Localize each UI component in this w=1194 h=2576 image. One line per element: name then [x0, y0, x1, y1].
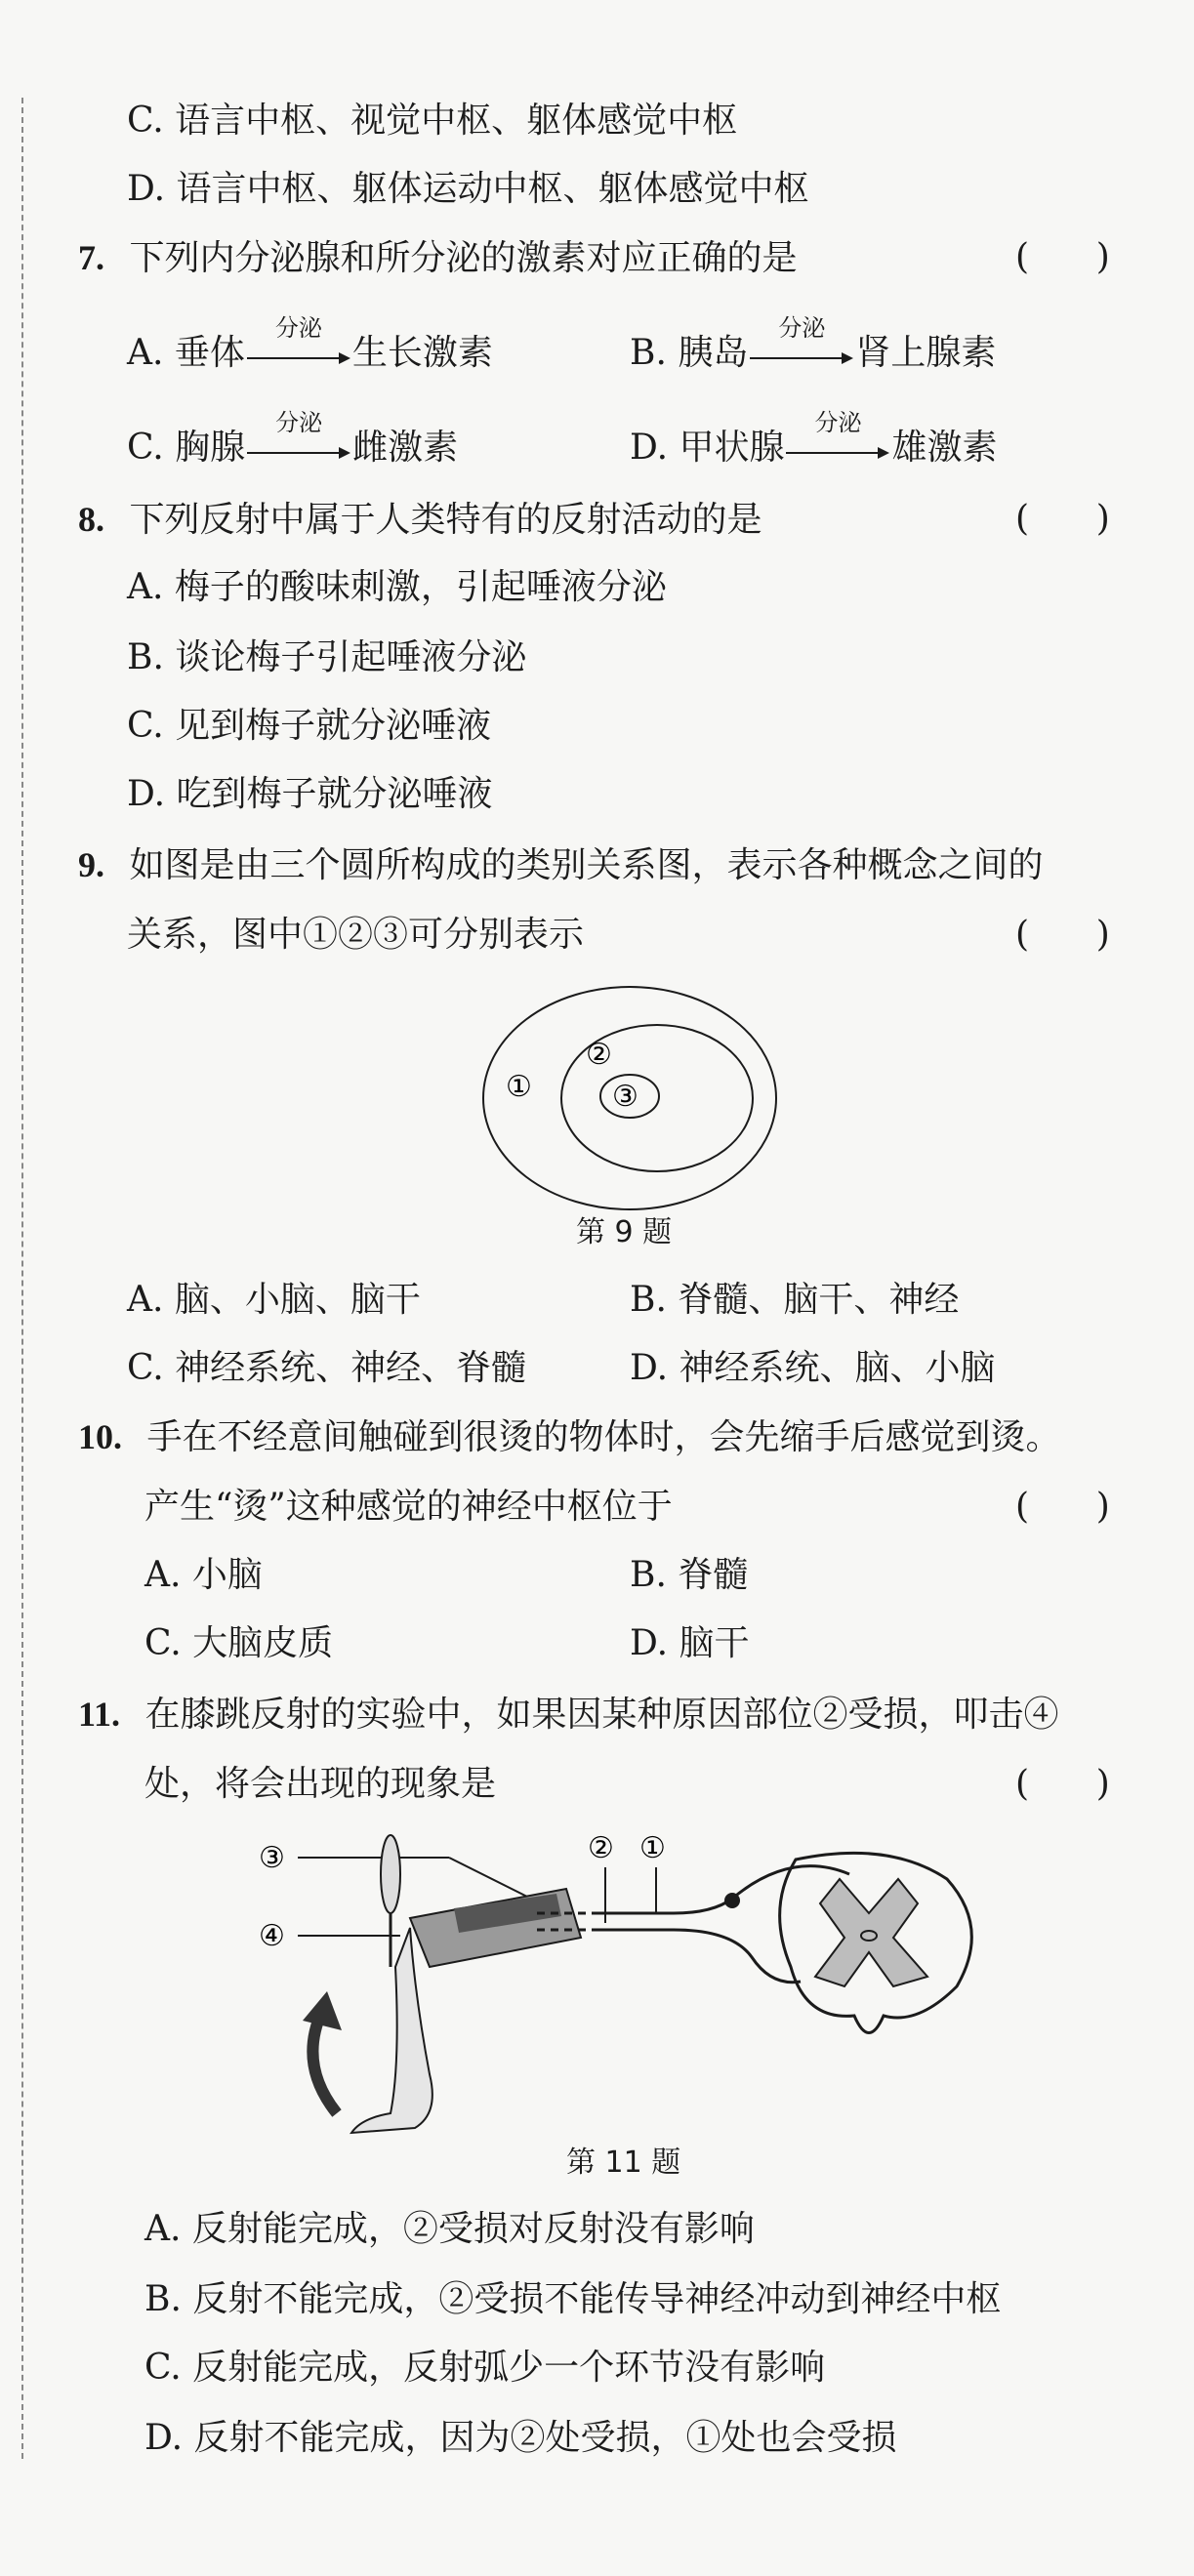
secretion-arrow: [245, 314, 352, 375]
q7-answer-bracket[interactable]: ( ): [1015, 237, 1110, 277]
q9-nested-circles-diagram: [478, 981, 781, 1215]
q9-label-3: ③: [612, 1080, 638, 1114]
q9-stem-line-1: [78, 843, 1043, 887]
q7-option-b-hormone: 肾上腺素: [855, 333, 997, 373]
q10-option-a[interactable]: A. 小脑: [144, 1555, 263, 1595]
q8-option-b[interactable]: B. 谈论梅子引起唾液分泌: [127, 637, 527, 677]
q10-option-d[interactable]: D. 脑干: [630, 1623, 750, 1663]
q8-answer-bracket[interactable]: ( ): [1015, 499, 1110, 539]
sensory-nerve: [596, 1866, 849, 1913]
q11-knee-jerk-reflex-diagram: [244, 1820, 1025, 2143]
arrow-right-icon: [245, 351, 352, 365]
gray-matter: [815, 1879, 927, 1986]
q7-option-a-gland: A. 垂体: [127, 333, 245, 373]
motor-nerve: [596, 1930, 801, 1983]
q9-option-a[interactable]: A. 脑、小脑、脑干: [127, 1280, 421, 1320]
q9-caption: 第 9 题: [576, 1215, 673, 1249]
q10-stem-line-1: [78, 1415, 1060, 1459]
secretion-arrow-label: 分泌: [778, 314, 826, 342]
q11-option-a[interactable]: A. 反射能完成，②受损对反射没有影响: [144, 2209, 755, 2249]
q11-caption: 第 11 题: [566, 2146, 681, 2180]
q7-option-b-gland: B. 胰岛: [630, 333, 749, 373]
q10-stem-2: 产生“烫”这种感觉的神经中枢位于: [144, 1487, 673, 1527]
q7-number: 7.: [78, 238, 104, 277]
q11-stem-line-1: [78, 1693, 1058, 1737]
reflex-hammer: [381, 1835, 400, 1913]
q10-number: 10.: [78, 1417, 122, 1456]
q7-option-c-hormone: 雌激素: [352, 428, 459, 468]
q7-stem-line: [78, 236, 797, 280]
q9-label-1: ①: [506, 1070, 532, 1104]
q8-option-a[interactable]: A. 梅子的酸味刺激，引起唾液分泌: [127, 567, 667, 607]
secretion-arrow: [748, 314, 855, 375]
q9-option-b[interactable]: B. 脊髓、脑干、神经: [630, 1280, 960, 1320]
q8-option-c[interactable]: C. 见到梅子就分泌唾液: [127, 706, 492, 746]
q8-option-d[interactable]: D. 吃到梅子就分泌唾液: [127, 774, 493, 814]
q9-label-2: ②: [586, 1038, 612, 1072]
q11-label-2: ②: [588, 1831, 614, 1865]
q9-option-c[interactable]: C. 神经系统、神经、脊髓: [127, 1348, 527, 1388]
q11-stem-2: 处，将会出现的现象是: [144, 1764, 497, 1804]
q8-stem: 下列反射中属于人类特有的反射活动的是: [129, 500, 762, 540]
q9-number: 9.: [78, 845, 104, 884]
arrow-right-icon: [784, 446, 891, 460]
q7-option-d-hormone: 雄激素: [891, 428, 998, 468]
q11-option-c[interactable]: C. 反射能完成，反射弧少一个环节没有影响: [144, 2348, 826, 2388]
q11-answer-bracket[interactable]: ( ): [1015, 1764, 1110, 1804]
secretion-arrow: [784, 409, 891, 470]
q10-stem-1: 手在不经意间触碰到很烫的物体时，会先缩手后感觉到烫。: [146, 1417, 1061, 1457]
q11-label-4: ④: [259, 1919, 285, 1953]
q7-stem: 下列内分泌腺和所分泌的激素对应正确的是: [129, 238, 798, 278]
q7-option-a[interactable]: [127, 314, 493, 375]
q7-option-d[interactable]: [630, 409, 998, 470]
secretion-arrow-label: 分泌: [274, 314, 322, 342]
q11-label-3: ③: [259, 1841, 285, 1875]
q11-option-b[interactable]: B. 反射不能完成，②受损不能传导神经冲动到神经中枢: [144, 2279, 1002, 2319]
q6-option-c[interactable]: C. 语言中枢、视觉中枢、躯体感觉中枢: [127, 101, 738, 141]
q9-stem-2: 关系，图中①②③可分别表示: [127, 915, 585, 955]
q11-stem-1: 在膝跳反射的实验中，如果因某种原因部位②受损，叩击④: [144, 1695, 1059, 1735]
secretion-arrow-label: 分泌: [275, 409, 323, 436]
q8-number: 8.: [78, 500, 104, 539]
q9-stem-1: 如图是由三个圆所构成的类别关系图，表示各种概念之间的: [129, 845, 1044, 885]
q7-option-b[interactable]: [630, 314, 997, 375]
arrow-right-icon: [748, 351, 855, 365]
q9-option-d[interactable]: D. 神经系统、脑、小脑: [630, 1348, 996, 1388]
q7-option-a-hormone: 生长激素: [351, 333, 493, 373]
q10-answer-bracket[interactable]: ( ): [1015, 1487, 1110, 1527]
q9-answer-bracket[interactable]: ( ): [1015, 915, 1110, 955]
q6-option-d[interactable]: D. 语言中枢、躯体运动中枢、躯体感觉中枢: [127, 169, 809, 209]
q10-option-b[interactable]: B. 脊髓: [630, 1555, 749, 1595]
q7-option-c-gland: C. 胸腺: [127, 428, 246, 468]
q10-option-c[interactable]: C. 大脑皮质: [144, 1623, 334, 1663]
q7-option-d-gland: D. 甲状腺: [630, 428, 785, 468]
q11-option-d[interactable]: D. 反射不能完成，因为②处受损，①处也会受损: [144, 2418, 897, 2458]
arrow-right-icon: [245, 446, 352, 460]
q8-stem-line: [78, 498, 762, 542]
secretion-arrow: [245, 409, 352, 470]
q11-number: 11.: [78, 1695, 121, 1734]
q11-label-1: ①: [639, 1831, 666, 1865]
secretion-arrow-label: 分泌: [814, 409, 862, 436]
q7-option-c[interactable]: [127, 409, 459, 470]
